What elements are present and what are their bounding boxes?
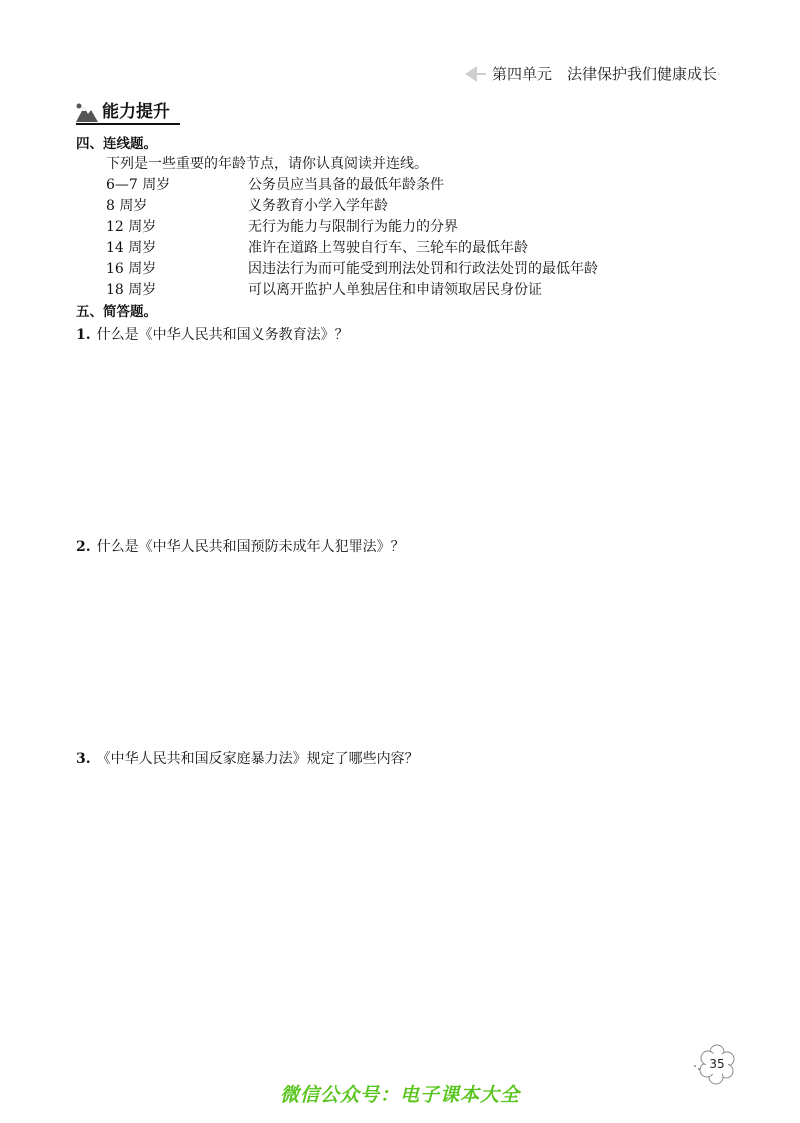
question-3 (76, 748, 419, 770)
running-header: 第四单元 法律保护我们健康成长 (486, 63, 718, 85)
watermark: 微信公众号：电子课本大全 (279, 1084, 520, 1106)
part4-intro: 下列是一些重要的年龄节点，请你认真阅读并连线。 (106, 156, 428, 172)
question-text: 《中华人民共和国反家庭暴力法》规定了哪些内容？ (96, 751, 419, 767)
section-title-underline (76, 123, 180, 125)
part4-heading: 四、连线题。 (76, 136, 157, 152)
description-item: 无行为能力与限制行为能力的分界 (248, 219, 458, 235)
question-2 (76, 536, 405, 558)
question-number: 1. (76, 327, 91, 343)
age-item: 8 周岁 (106, 198, 148, 214)
question-text: 什么是《中华人民共和国预防未成年人犯罪法》？ (96, 539, 405, 555)
matching-row (106, 238, 706, 259)
description-item: 准许在道路上驾驶自行车、三轮车的最低年龄 (248, 240, 528, 256)
age-item: 14 周岁 (106, 240, 157, 256)
mountain-icon (74, 100, 100, 124)
question-number: 2. (76, 539, 91, 555)
page-number: 35 (709, 1057, 725, 1071)
matching-row (106, 217, 706, 238)
age-item: 18 周岁 (106, 282, 157, 298)
matching-row (106, 280, 706, 301)
matching-row (106, 175, 706, 196)
section-title: 能力提升 (102, 102, 170, 122)
description-item: 可以离开监护人单独居住和申请领取居民身份证 (248, 282, 542, 298)
matching-row (106, 196, 706, 217)
description-item: 公务员应当具备的最低年龄条件 (248, 177, 444, 193)
matching-row (106, 259, 706, 280)
description-item: 义务教育小学入学年龄 (248, 198, 388, 214)
age-item: 12 周岁 (106, 219, 157, 235)
age-item: 16 周岁 (106, 261, 157, 277)
question-1 (76, 324, 349, 346)
question-text: 什么是《中华人民共和国义务教育法》？ (96, 327, 349, 343)
part5-heading: 五、简答题。 (76, 304, 157, 320)
question-number: 3. (76, 751, 91, 767)
description-item: 因违法行为而可能受到刑法处罚和行政法处罚的最低年龄 (248, 261, 598, 277)
age-item: 6—7 周岁 (106, 177, 171, 193)
